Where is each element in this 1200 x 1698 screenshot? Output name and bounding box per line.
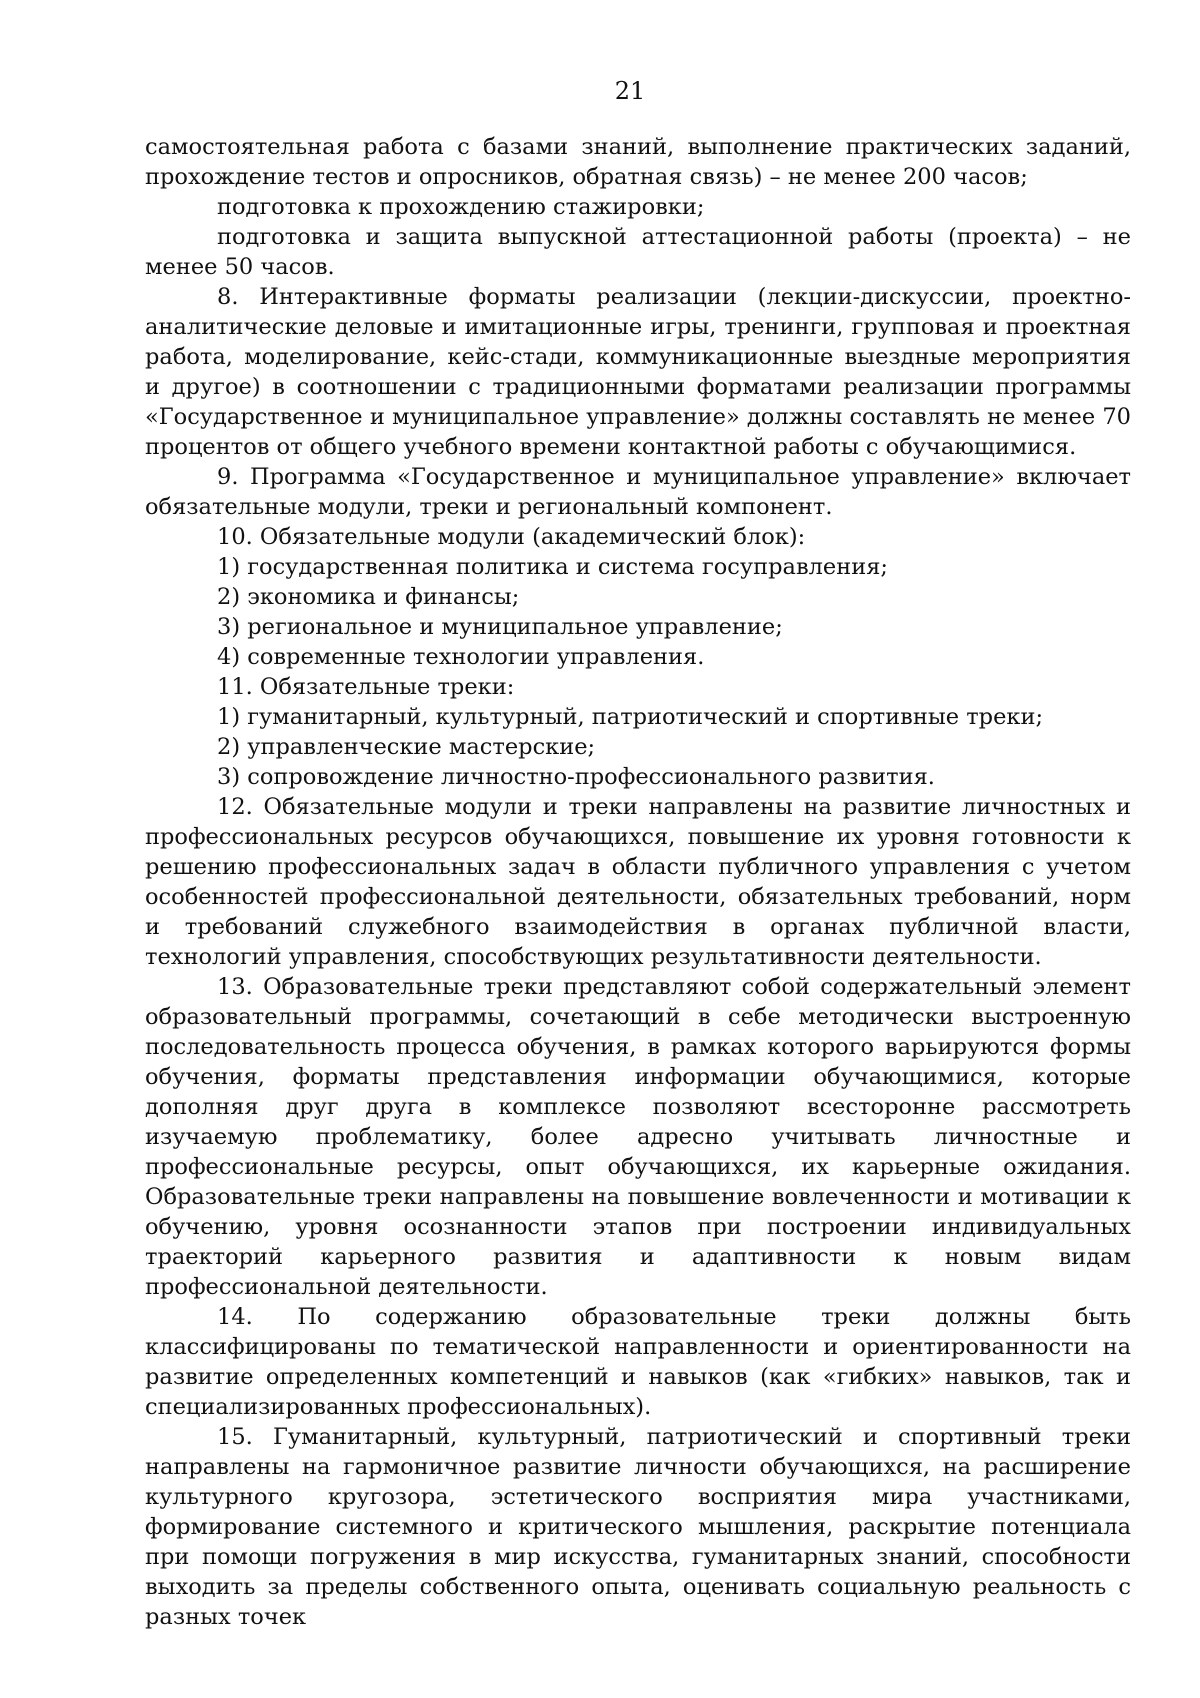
paragraph: подготовка и защита выпускной аттестационной работы (проекта) – не менее 50 часов. bbox=[145, 224, 1131, 280]
list-item: 4) современные технологии управления. bbox=[217, 644, 705, 670]
list-item: 1) государственная политика и система госуправления; bbox=[217, 554, 888, 580]
list-item: 3) региональное и муниципальное управление; bbox=[217, 614, 783, 640]
paragraph-13: 13. Образовательные треки представляют собой содержательный элемент образовательный программы, сочетающий в себе методически выстроенную последовательность процесса обучения, в рамках которого варьируются формы обучения, форматы представления информации обучающимися, которые дополняя друг друга в комплексе позволяют всесторонне рассмотреть изучаемую проблематику, более адресно учитывать личностные и профессиональные ресурсы, опыт обучающихся, их карьерные ожидания. Образовательные треки направлены на повышение вовлеченности и мотивации к обучению, уровня осознанности этапов при построении индивидуальных траекторий карьерного развития и адаптивности к новым видам профессиональной деятельности. bbox=[145, 974, 1131, 1300]
paragraph-14: 14. По содержанию образовательные треки должны быть классифицированы по тематической направленности и ориентированности на развитие определенных компетенций и навыков (как «гибких» навыков, так и специализированных профессиональных). bbox=[145, 1304, 1131, 1420]
list-item: 2) управленческие мастерские; bbox=[217, 734, 596, 760]
paragraph: самостоятельная работа с базами знаний, выполнение практических заданий, прохождение тестов и опросников, обратная связь) – не менее 200 часов; bbox=[145, 134, 1131, 190]
paragraph-11: 11. Обязательные треки: bbox=[217, 674, 515, 700]
page-number: 21 bbox=[614, 77, 646, 105]
body-text bbox=[145, 132, 1131, 1632]
paragraph-12: 12. Обязательные модули и треки направлены на развитие личностных и профессиональных ресурсов обучающихся, повышение их уровня готовности к решению профессиональных задач в области публичного управления с учетом особенностей профессиональной деятельности, обязательных требований, норм и требований служебного взаимодействия в органах публичной власти, технологий управления, способствующих результативности деятельности. bbox=[145, 794, 1131, 970]
list-item: 2) экономика и финансы; bbox=[217, 584, 520, 610]
paragraph-8: 8. Интерактивные форматы реализации (лекции-дискуссии, проектно-аналитические деловые и имитационные игры, тренинги, групповая и проектная работа, моделирование, кейс-стади, коммуникационные выездные мероприятия и другое) в соотношении с традиционными форматами реализации программы «Государственное и муниципальное управление» должны составлять не менее 70 процентов от общего учебного времени контактной работы с обучающимися. bbox=[145, 284, 1131, 460]
paragraph: подготовка к прохождению стажировки; bbox=[217, 194, 705, 220]
list-item: 3) сопровождение личностно-профессионального развития. bbox=[217, 764, 935, 790]
paragraph-10: 10. Обязательные модули (академический блок): bbox=[217, 524, 806, 550]
list-item: 1) гуманитарный, культурный, патриотический и спортивные треки; bbox=[217, 704, 1044, 730]
paragraph-9: 9. Программа «Государственное и муниципальное управление» включает обязательные модули, треки и региональный компонент. bbox=[145, 464, 1131, 520]
paragraph-15: 15. Гуманитарный, культурный, патриотический и спортивный треки направлены на гармоничное развитие личности обучающихся, на расширение культурного кругозора, эстетического восприятия мира участниками, формирование системного и критического мышления, раскрытие потенциала при помощи погружения в мир искусства, гуманитарных знаний, способности выходить за пределы собственного опыта, оценивать социальную реальность с разных точек bbox=[145, 1424, 1131, 1630]
